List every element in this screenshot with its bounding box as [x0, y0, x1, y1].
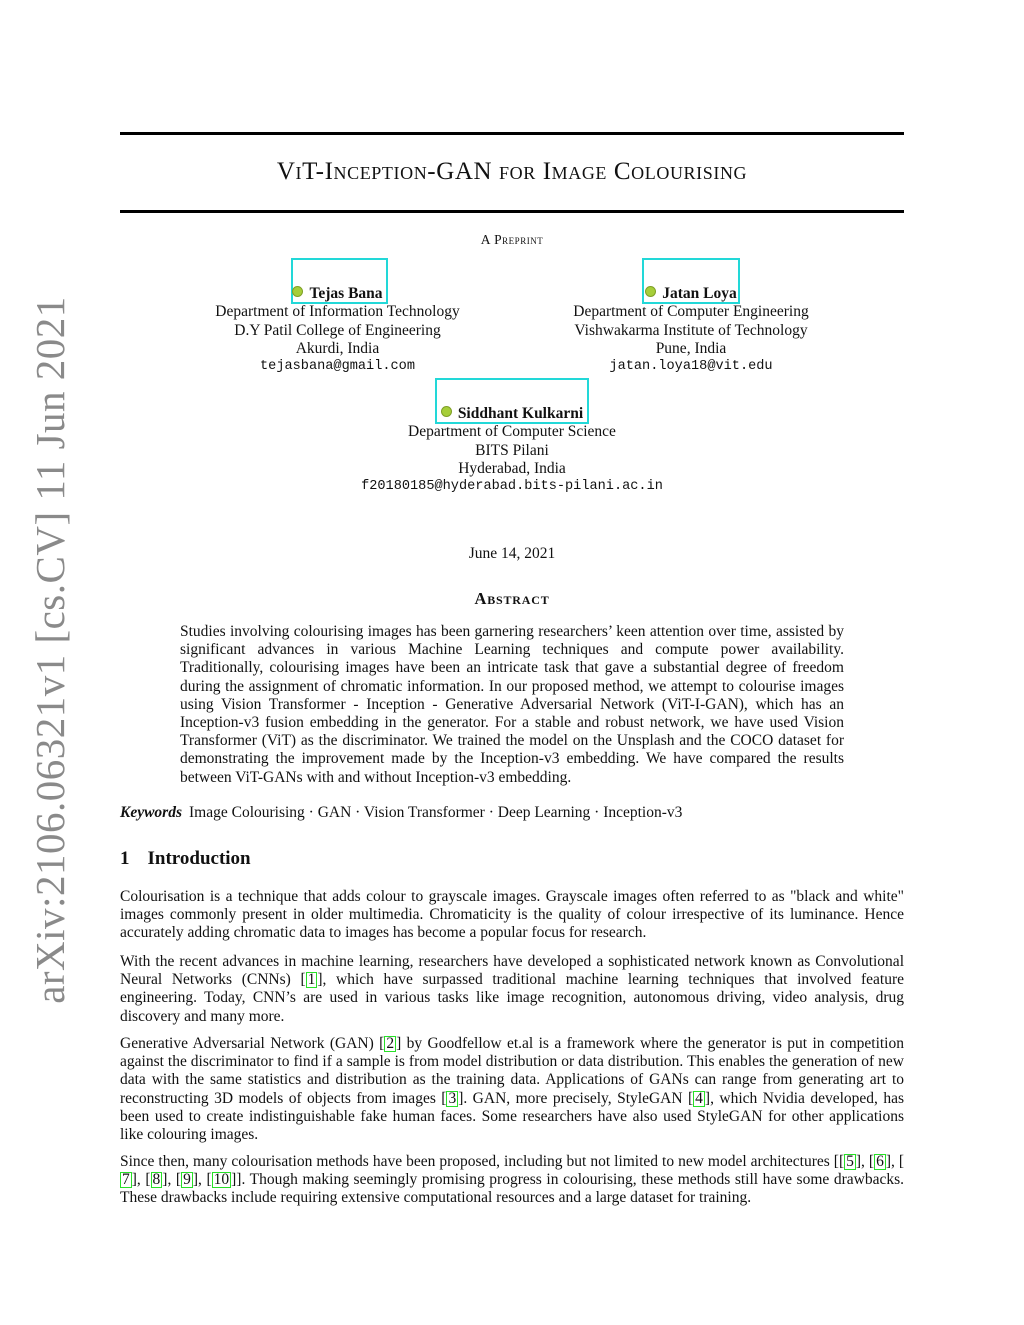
citation-link[interactable]: 5: [846, 1153, 854, 1170]
section-title: Introduction: [147, 848, 251, 869]
author-email[interactable]: f20180185@hyderabad.bits-pilani.ac.in: [361, 479, 663, 495]
citation-link[interactable]: 2: [386, 1035, 395, 1052]
text-run: ]]. Though making seemingly promising progress in colourising, these methods still have some drawbacks. These drawbacks include requiring extensive computational resources and a large dataset for training.: [120, 1171, 904, 1207]
author-inst: BITS Pilani: [475, 441, 549, 459]
text-run: Generative Adversarial Network (GAN) [: [120, 1035, 385, 1052]
author-loc: Pune, India: [655, 339, 727, 357]
text-run: ], [: [885, 1153, 904, 1170]
orcid-icon[interactable]: [645, 286, 656, 297]
text-run: Since then, many colourisation methods have been proposed, including but not limited to new model architectures [[: [120, 1153, 845, 1170]
intro-paragraph-1: Colourisation is a technique that adds colour to grayscale images. Grayscale images often referred to as "black and white" images commonly present in older multimedia. Chromaticity is the quality of colour irrespective of its luminance. Hence accurately adding chromatic data to images has become a popular focus for research.: [120, 888, 904, 942]
author-name: [300, 405, 724, 423]
abstract-text: Studies involving colourising images has been garnering researchers’ keen attention over time, assisted by significant advances in various Machine Learning techniques and compute power availability. Traditionally, colourising images have been an intricate task that gave a substantial degree of freedom during the assignment of chromatic information. In our proposed method, we attempt to colourise images using Vision Transformer - Inception - Generative Adversarial Network (ViT-I-GAN), which has an Inception-v3 fusion embedding in the generator. For a stable and robust network, we have used Vision Transformer (ViT) as the discriminator. We trained the model on the Unsplash and the COCO dataset for demonstrating the improvement made by the Inception-v3 embedding. We have compared the results between ViT-GANs with and without Inception-v3 embedding.: [180, 623, 844, 786]
author-inst: Vishwakarma Institute of Technology: [574, 321, 808, 339]
author-block-kulkarni: [300, 405, 724, 496]
author-inst: D.Y Patil College of Engineering: [234, 321, 441, 339]
text-run: ], [: [162, 1171, 182, 1189]
author-name: [200, 285, 475, 303]
title-rule-bottom: [120, 210, 904, 213]
keywords-text: Image Colourising · GAN · Vision Transformer · Deep Learning · Inception-v3: [189, 804, 683, 821]
author-name-text[interactable]: Tejas Bana: [309, 285, 383, 302]
intro-paragraph-4: [120, 1153, 904, 1208]
author-name-text[interactable]: Siddhant Kulkarni: [457, 405, 584, 422]
author-name-text[interactable]: Jatan Loya: [662, 285, 737, 302]
author-block-bana: [200, 285, 475, 376]
keywords-line: [120, 804, 904, 822]
author-dept: Department of Computer Engineering: [573, 303, 809, 321]
intro-paragraph-3: [120, 1035, 904, 1144]
paper-title: ViT-Inception-GAN for Image Colourising: [276, 158, 748, 185]
text-run: ], [: [855, 1153, 875, 1170]
citation-link[interactable]: 7: [122, 1171, 130, 1189]
section-heading-introduction: [120, 848, 251, 870]
author-dept: Department of Computer Science: [408, 423, 616, 441]
paper-date: June 14, 2021: [468, 545, 556, 562]
text-run: ], [: [131, 1171, 151, 1189]
abstract-heading: Abstract: [474, 589, 550, 608]
text-run: ], which have surpassed traditional machine learning techniques that involved feature engineering. Today, CNN’s are used in various tasks like image recognition, autonomous driving, video analysis, drug discovery and many more.: [120, 971, 904, 1025]
intro-paragraph-2: [120, 953, 904, 1026]
citation-link[interactable]: 9: [183, 1171, 191, 1189]
text-run: ] by Goodfellow et.al is a framework where the generator is put in competition against the discriminator to find if a sample is from model distribution or data distribution. This enables the generation of new data with the same statistics and distribution as the training data. Applications of GANs can range from generating art to reconstructing 3D models of objects from images [: [120, 1035, 904, 1107]
author-loc: Akurdi, India: [295, 339, 380, 357]
citation-link[interactable]: 3: [448, 1089, 457, 1107]
section-number: 1: [120, 848, 130, 869]
author-email[interactable]: jatan.loya18@vit.edu: [609, 359, 773, 375]
citation-link[interactable]: 8: [152, 1171, 161, 1189]
text-run: ]. GAN, more precisely, StyleGAN [: [458, 1089, 694, 1107]
author-name: [555, 285, 827, 303]
author-email[interactable]: tejasbana@gmail.com: [260, 359, 415, 375]
orcid-icon[interactable]: [292, 286, 303, 297]
title-rule-top: [120, 132, 904, 135]
arxiv-id-text: arXiv:2106.06321v1 [cs.CV] 11 Jun 2021: [27, 296, 73, 1004]
citation-link[interactable]: 6: [876, 1153, 884, 1170]
text-run: ], [: [192, 1171, 212, 1189]
author-loc: Hyderabad, India: [458, 459, 566, 477]
text-run: ], which Nvidia developed, has been used to create indistinguishable fake human faces. Some researchers have also used StyleGAN for other applications like colouring images.: [120, 1089, 904, 1144]
text-run: With the recent advances in machine learning, researchers have developed a sophisticated network known as Convolutional Neural Networks (CNNs) [: [120, 953, 904, 989]
arxiv-sidebar-stamp: [20, 296, 80, 1004]
author-block-loya: [555, 285, 827, 376]
keywords-label: Keywords: [120, 804, 182, 821]
citation-link[interactable]: 10: [213, 1171, 230, 1189]
orcid-icon[interactable]: [441, 406, 452, 417]
author-dept: Department of Information Technology: [215, 303, 460, 321]
preprint-label: A Preprint: [480, 232, 544, 247]
citation-link[interactable]: 1: [307, 971, 316, 989]
citation-link[interactable]: 4: [695, 1089, 703, 1107]
